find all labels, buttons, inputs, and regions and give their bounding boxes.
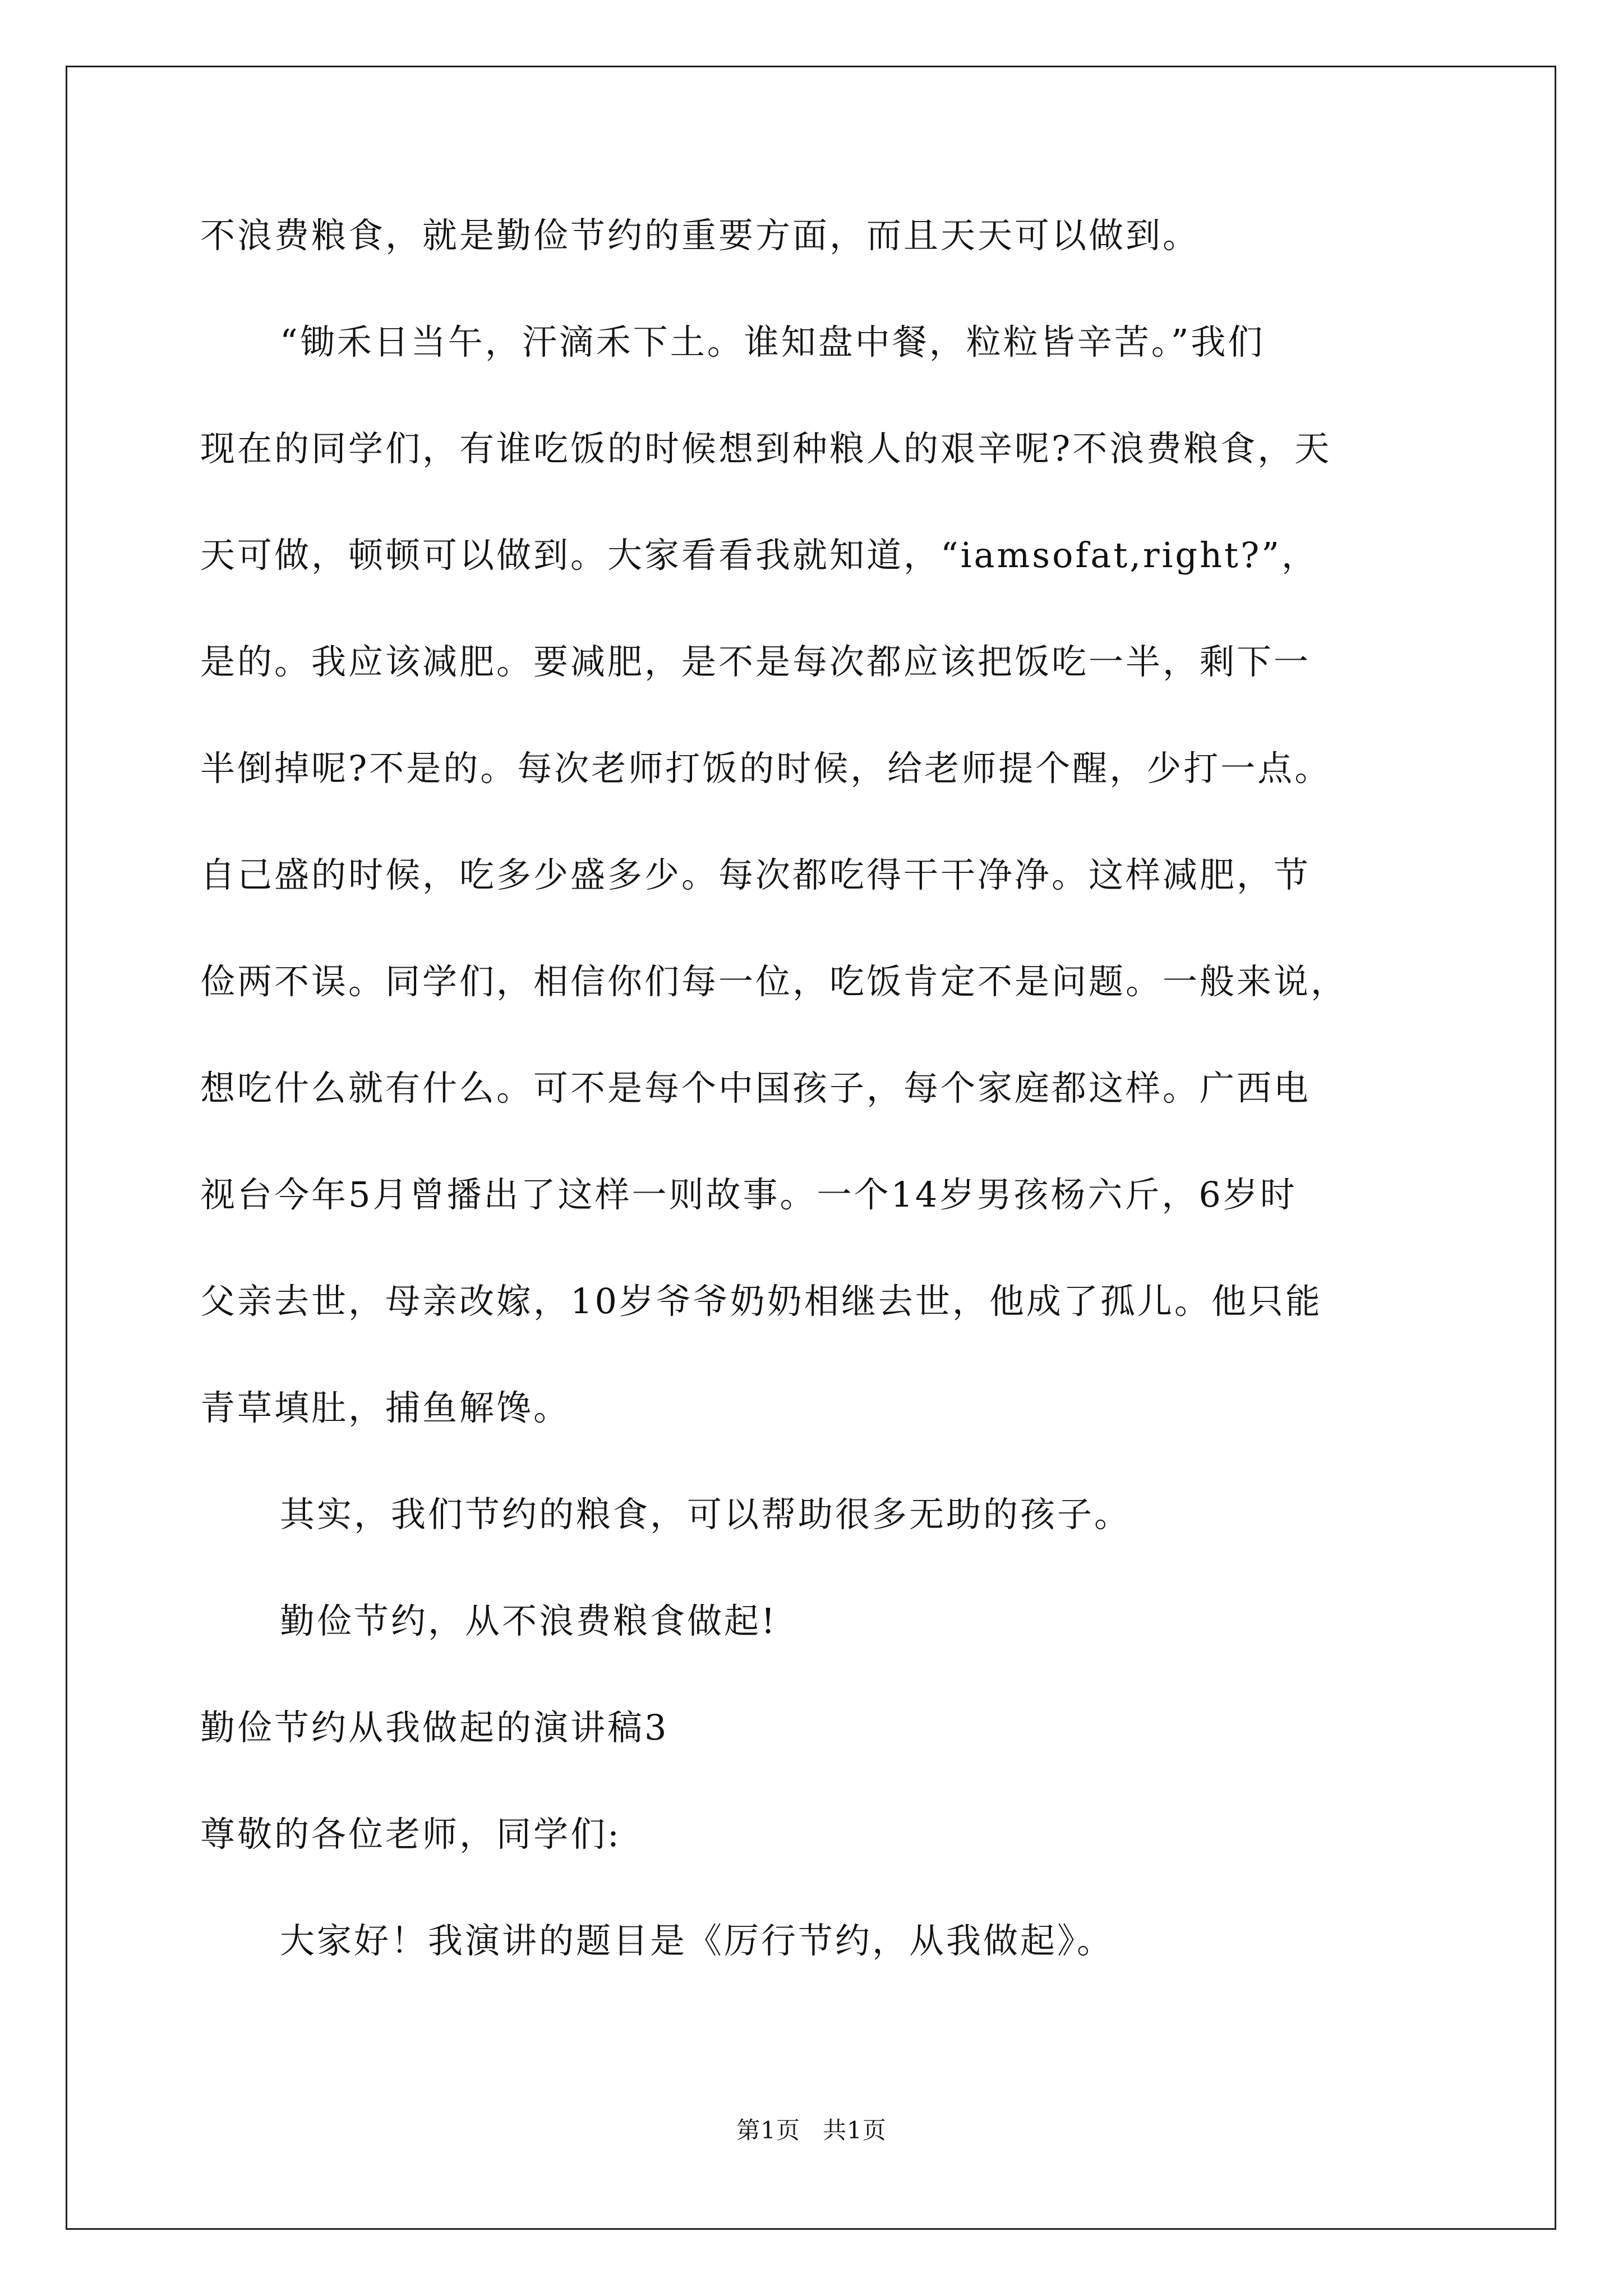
paragraph-line: 自己盛的时候，吃多少盛多少。每次都吃得干干净净。这样减肥，节 <box>200 854 1311 895</box>
section-heading: 勤俭节约从我做起的演讲稿3 <box>200 1707 669 1748</box>
paragraph-line: “锄禾日当午，汗滴禾下土。谁知盘中餐，粒粒皆辛苦。”我们 <box>280 321 1265 362</box>
page-total: 共1页 <box>823 2116 887 2144</box>
paragraph-line: 大家好！我演讲的题目是《厉行节约，从我做起》。 <box>280 1920 1114 1961</box>
paragraph-line: 半倒掉呢?不是的。每次老师打饭的时候，给老师提个醒，少打一点。 <box>200 748 1332 789</box>
page-number: 第1页 <box>736 2116 800 2144</box>
salutation: 尊敬的各位老师，同学们: <box>200 1814 621 1855</box>
page-border <box>66 66 1556 2230</box>
paragraph-line: 其实，我们节约的粮食，可以帮助很多无助的孩子。 <box>280 1494 1132 1535</box>
page-footer <box>0 2115 1623 2146</box>
paragraph-line: 视台今年5月曾播出了这样一则故事。一个14岁男孩杨六斤，6岁时 <box>200 1174 1297 1215</box>
paragraph-line: 俭两不误。同学们，相信你们每一位，吃饭肯定不是问题。一般来说， <box>200 961 1348 1002</box>
paragraph-line: 天可做，顿顿可以做到。大家看看我就知道，“iamsofat,right?”， <box>200 535 1318 576</box>
paragraph-line: 勤俭节约，从不浪费粮食做起! <box>280 1600 777 1641</box>
paragraph-line: 现在的同学们，有谁吃饭的时候想到种粮人的艰辛呢?不浪费粮食，天 <box>200 428 1332 469</box>
paragraph-line: 想吃什么就有什么。可不是每个中国孩子，每个家庭都这样。广西电 <box>200 1068 1311 1108</box>
paragraph-line: 青草填肚，捕鱼解馋。 <box>200 1387 571 1428</box>
paragraph-line: 不浪费粮食，就是勤俭节约的重要方面，而且天天可以做到。 <box>200 215 1200 256</box>
paragraph-line: 父亲去世，母亲改嫁，10岁爷爷奶奶相继去世，他成了孤儿。他只能 <box>200 1281 1322 1322</box>
paragraph-line: 是的。我应该减肥。要减肥，是不是每次都应该把饭吃一半，剩下一 <box>200 641 1311 682</box>
